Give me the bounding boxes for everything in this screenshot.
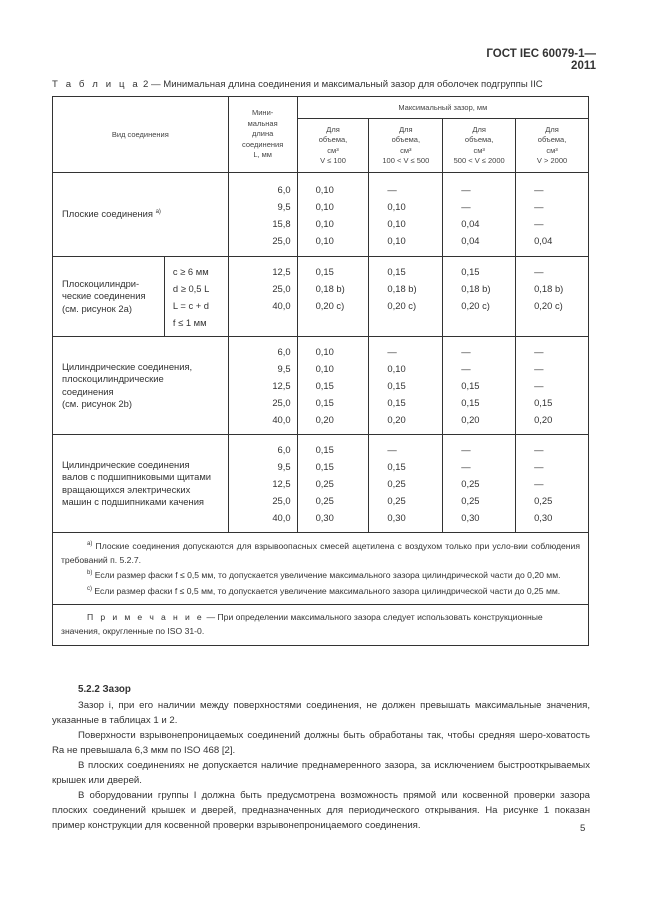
gap-cell: — — 0,15 0,15 0,20 bbox=[443, 337, 516, 435]
header-max-gap: Максимальный зазор, мм bbox=[297, 97, 588, 119]
gap-cell: 0,15 0,18 b) 0,20 c) bbox=[297, 257, 369, 337]
footnote-a: $^{а)}$ Плоские соединения допускаются для взрывоопасных смесей ацетилена с воздухом только при усло-вии соблюдения требований п. 5.2.7. bbox=[61, 541, 581, 565]
gap-cell: 0,15 0,15 0,25 0,25 0,30 bbox=[297, 435, 369, 533]
section-5-2-2 bbox=[52, 682, 590, 833]
page-number: 5 bbox=[580, 823, 586, 834]
table-row bbox=[53, 257, 589, 337]
gap-cell: 0,10 0,10 0,15 0,15 0,20 bbox=[297, 337, 369, 435]
section-title: 5.2.2 Зазор bbox=[78, 684, 131, 695]
header-joint-length: Мини- мальная длина соединения L, мм bbox=[228, 97, 297, 173]
gap-cell: — — 0,25 0,25 0,30 bbox=[443, 435, 516, 533]
header-volume-4: Для объема, см³ V > 2000 bbox=[516, 119, 589, 173]
lengths-cell: 6,0 9,5 12,5 25,0 40,0 bbox=[228, 337, 297, 435]
footnotes-cell bbox=[53, 533, 589, 605]
row-name-cylindrical: Цилиндрические соединения, плоскоцилиндрические соединения (см. рисунок 2b) bbox=[53, 337, 229, 435]
footnote-b: $^{b)}$ Если размер фаски f ≤ 0,5 мм, то допускается увеличение максимального зазора цилиндрической части до 0,20 мм. bbox=[87, 570, 561, 580]
table-row bbox=[53, 173, 589, 257]
paragraph: Зазор i, при его наличии между поверхностями соединения, не должен превышать максимальные значения, указанные в таблицах 1 и 2. bbox=[52, 700, 590, 726]
note-row bbox=[53, 605, 589, 646]
gap-cell: — — — 0,15 0,20 bbox=[516, 337, 589, 435]
footnote-c: $^{c)}$ Если размер фаски f ≤ 0,5 мм, то допускается увеличение максимального зазора цилиндрической части до 0,25 мм. bbox=[87, 585, 561, 596]
paragraph: В плоских соединениях не допускается наличие преднамеренного зазора, за исключением быстрооткрываемых крышек или дверей. bbox=[52, 760, 590, 786]
gap-cell: — 0,10 0,15 0,15 0,20 bbox=[369, 337, 443, 435]
conditions-cell: c ≥ 6 мм d ≥ 0,5 L L = c + d f ≤ 1 мм bbox=[164, 257, 228, 337]
table-row bbox=[53, 435, 589, 533]
note-label: П р и м е ч а н и е bbox=[87, 612, 205, 622]
caption-label: Т а б л и ц а bbox=[52, 79, 141, 90]
row-name-flat-cylindrical: Плоскоцилиндри- ческие соединения (см. рисунок 2а) bbox=[53, 257, 165, 337]
table-row bbox=[53, 337, 589, 435]
document-header: ГОСТ IEC 60079-1—2011 bbox=[486, 48, 596, 72]
paragraph: В оборудовании группы I должна быть предусмотрена возможность прямой или косвенной проверки зазора плоских соединений крышек и дверей, предназначенных для периодического открывания. На рисунке 1 показан пример конструкции для косвенной проверки взрывонепроницаемого соединения. bbox=[52, 790, 590, 831]
gap-table bbox=[52, 96, 589, 646]
lengths-cell: 6,0 9,5 12,5 25,0 40,0 bbox=[228, 435, 297, 533]
gap-cell: — — 0,04 0,04 bbox=[443, 173, 516, 257]
note-text: — При определении максимального зазора следует использовать конструкционные значения, округленные по ISO 31-0. bbox=[61, 612, 543, 636]
gap-cell: — 0,18 b) 0,20 c) bbox=[516, 257, 589, 337]
row-name-flat: Плоские соединения $^{а)}$ bbox=[53, 173, 229, 257]
caption-text: 2 — Минимальная длина соединения и максимальный зазор для оболочек подгруппы IIC bbox=[142, 79, 543, 90]
lengths-cell: 6,0 9,5 15,8 25,0 bbox=[228, 173, 297, 257]
header-volume-3: Для объема, см³ 500 < V ≤ 2000 bbox=[443, 119, 516, 173]
gap-cell: 0,15 0,18 b) 0,20 c) bbox=[443, 257, 516, 337]
table-caption bbox=[52, 79, 543, 90]
gap-cell: — 0,10 0,10 0,10 bbox=[369, 173, 443, 257]
footnotes-row bbox=[53, 533, 589, 605]
gap-cell: — — — 0,25 0,30 bbox=[516, 435, 589, 533]
note-cell bbox=[53, 605, 589, 646]
header-volume-1: Для объема, см³ V ≤ 100 bbox=[297, 119, 369, 173]
row-name-rotating-machines: Цилиндрические соединения валов с подшипниковыми щитами вращающихся электрических машин с подшипниками качения bbox=[53, 435, 229, 533]
gap-cell: — 0,15 0,25 0,25 0,30 bbox=[369, 435, 443, 533]
lengths-cell: 12,5 25,0 40,0 bbox=[228, 257, 297, 337]
header-joint-type: Вид соединения bbox=[53, 97, 229, 173]
gap-cell: — — — 0,04 bbox=[516, 173, 589, 257]
gap-cell: 0,10 0,10 0,10 0,10 bbox=[297, 173, 369, 257]
paragraph: Поверхности взрывонепроницаемых соединений должны быть обработаны так, чтобы средняя шеро-ховатость Rа не превышала 6,3 мкм по ISO 468 [2]. bbox=[52, 730, 590, 756]
gap-cell: 0,15 0,18 b) 0,20 c) bbox=[369, 257, 443, 337]
header-volume-2: Для объема, см³ 100 < V ≤ 500 bbox=[369, 119, 443, 173]
